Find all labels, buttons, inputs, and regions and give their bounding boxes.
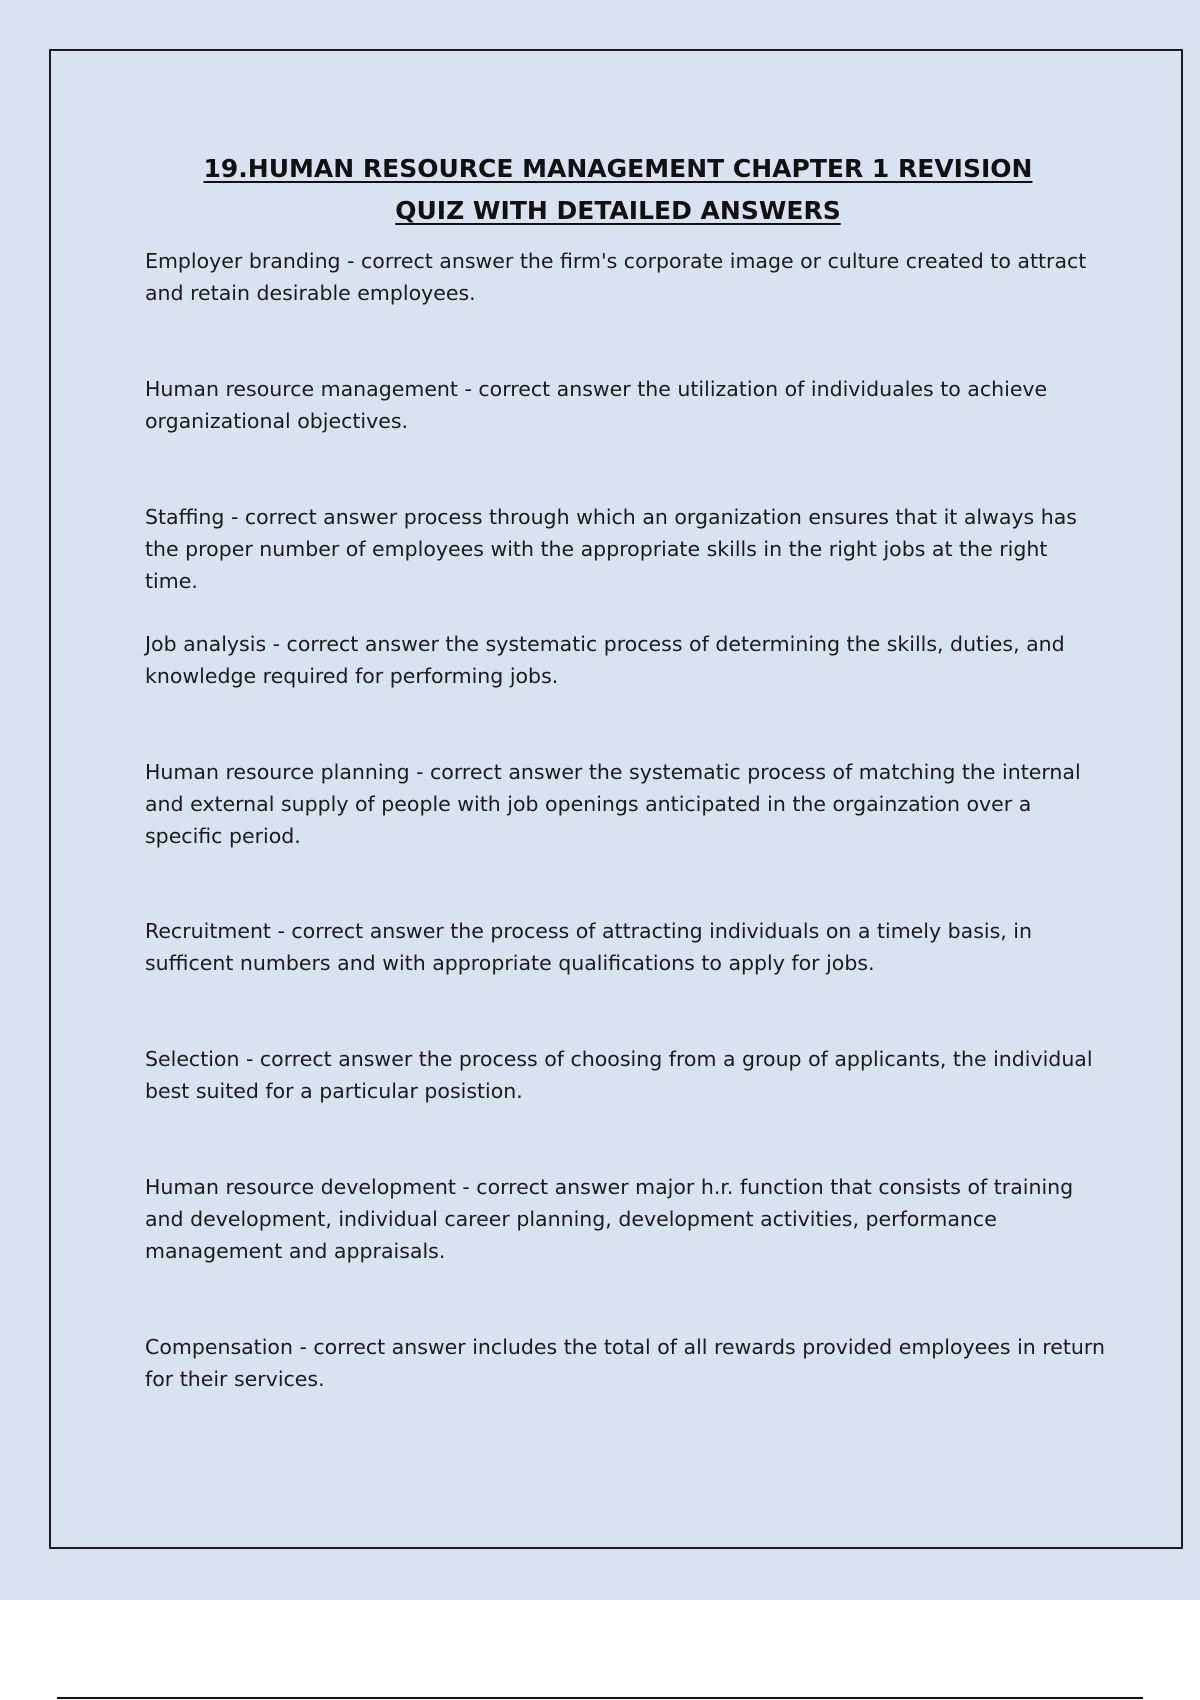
quiz-entry-human-resource-management: Human resource management - correct answer the utilization of individuales to achieve organizational objectives. — [145, 377, 1048, 433]
quiz-entry-job-analysis: Job analysis - correct answer the systematic process of determining the skills, duties, and knowledge required for performing jobs. — [145, 632, 1065, 688]
quiz-entry-human-resource-development: Human resource development - correct answer major h.r. function that consists of training and development, individual career planning, development activities, performance management and appraisals. — [145, 1175, 1074, 1263]
quiz-entry-human-resource-planning: Human resource planning - correct answer the systematic process of matching the internal and external supply of people with job openings anticipated in the orgainzation over a specific period. — [145, 760, 1081, 848]
quiz-entry-recruitment: Recruitment - correct answer the process of attracting individuals on a timely basis, in sufficent numbers and with appropriate qualifications to apply for jobs. — [145, 919, 1032, 975]
footer-divider — [57, 1697, 1143, 1699]
document-title: 19.HUMAN RESOURCE MANAGEMENT CHAPTER 1 REVISION QUIZ WITH DETAILED ANSWERS — [203, 154, 1033, 225]
quiz-entry-employer-branding: Employer branding - correct answer the firm's corporate image or culture created to attract and retain desirable employees. — [145, 249, 1087, 305]
quiz-entry-compensation: Compensation - correct answer includes the total of all rewards provided employees in return for their services. — [145, 1335, 1105, 1391]
quiz-entry-selection: Selection - correct answer the process of choosing from a group of applicants, the individual best suited for a particular posistion. — [145, 1047, 1093, 1103]
quiz-entry-staffing: Staffing - correct answer process through which an organization ensures that it always has the proper number of employees with the appropriate skills in the right jobs at the right time. — [145, 505, 1077, 593]
